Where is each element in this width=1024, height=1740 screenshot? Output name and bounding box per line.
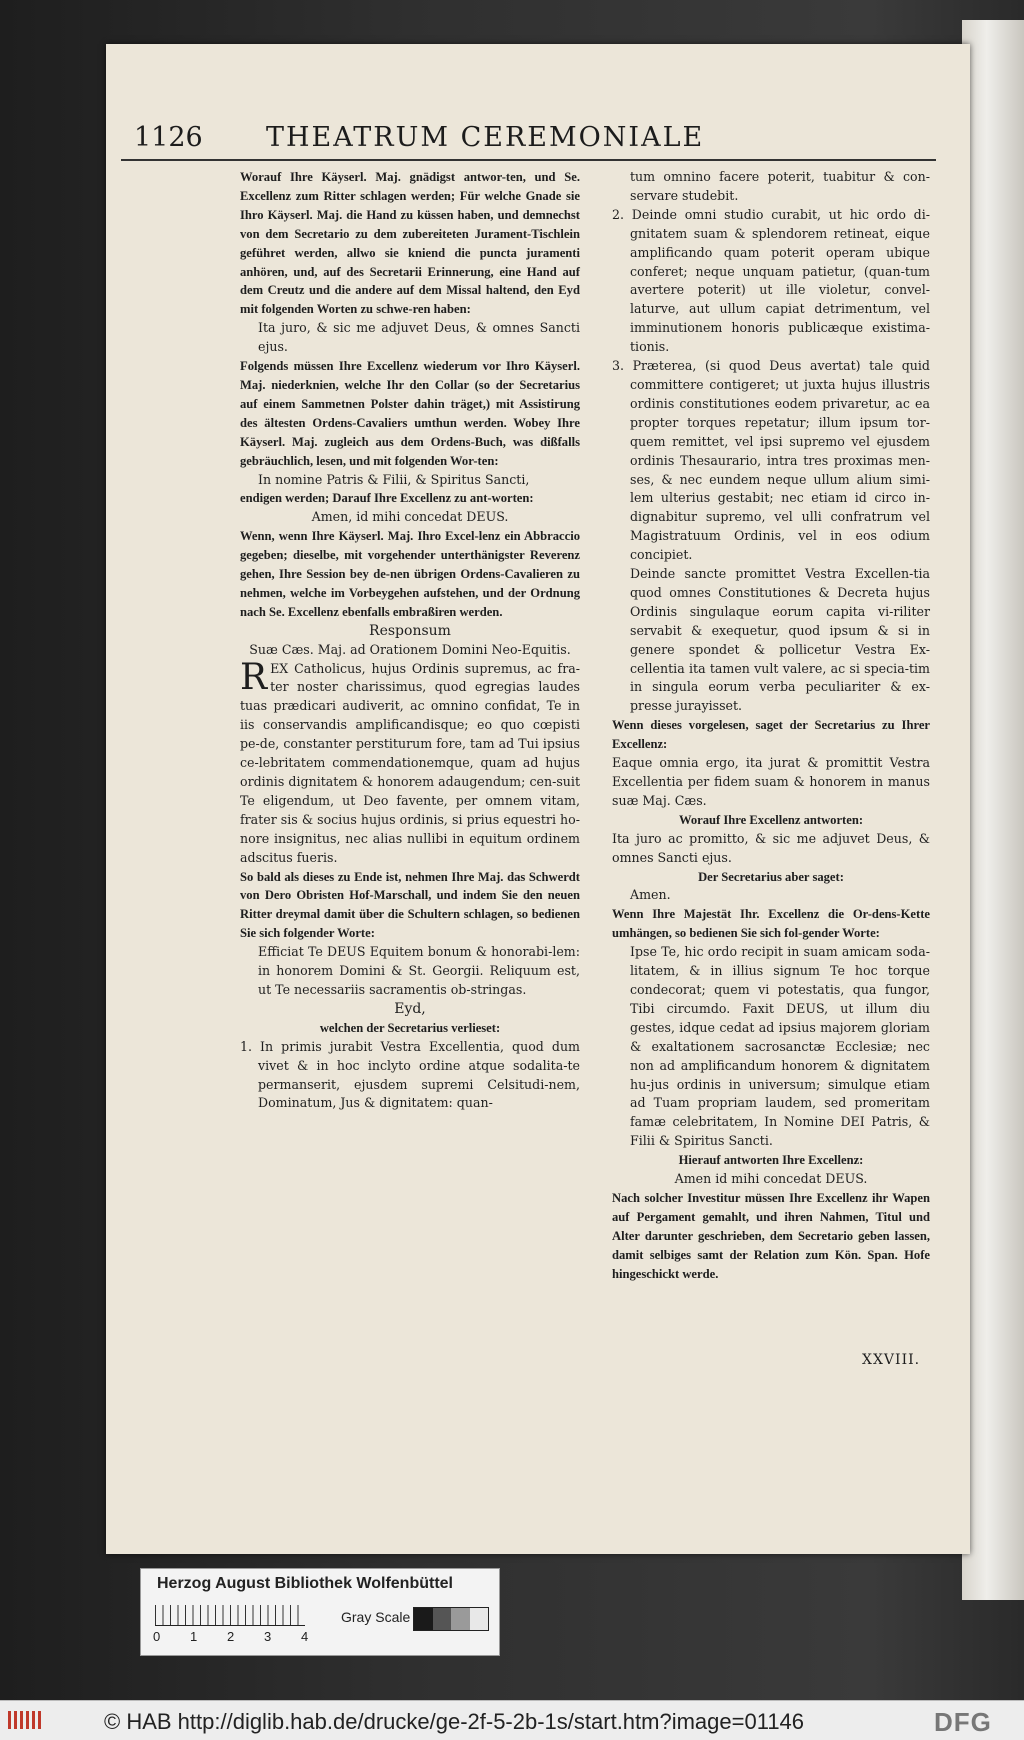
text-paragraph: Worauf Ihre Excellenz antworten: <box>678 812 864 827</box>
running-head <box>120 118 936 160</box>
text-paragraph: Wenn Ihre Majestät Ihr. Excellenz die Or-dens-Kette umhängen, so bedienen Sie sich fol-gender Worte: <box>612 907 930 941</box>
text-paragraph: Nach solcher Investitur müssen Ihre Excellenz ihr Wapen auf Pergament gemahlt, und ihren Nahmen, Titul und Alter darunter geschrieben, dem Secretario geben lassen, damit selbiges samt der Relation zum Kön. Span. Hofe hingeschickt werde. <box>612 1190 930 1281</box>
ruler-label: 1 <box>190 1629 198 1644</box>
scale-ruler <box>155 1605 305 1626</box>
text-paragraph: Ita juro ac promitto, & sic me adjuvet Deus, & omnes Sancti ejus. <box>612 830 930 865</box>
left-column <box>240 168 580 1113</box>
gray-swatch <box>451 1608 470 1630</box>
text-paragraph: Amen, id mihi concedat DEUS. <box>311 509 509 525</box>
text-paragraph: Wenn, wenn Ihre Käyserl. Maj. Ihro Excel-lenz ein Abbraccio gegeben; dieselbe, mit vorgehender unterthänigster Reverenz gehen, Ihre Session bey de-nen übrigen Ordens-Cavalieren zu nehmen, welche im Vorbeygehen aufstehen, und der Ordnung nach Se. Excellenz ebenfalls embraßiren werden. <box>240 529 580 619</box>
text-paragraph: Hierauf antworten Ihre Excellenz: <box>678 1153 864 1168</box>
text-paragraph: Worauf Ihre Käyserl. Maj. gnädigst antwor-ten, und Se. Excellenz zum Ritter schlagen werden; Für welche Gnade sie Ihro Käyserl. Maj. die Hand zu küssen haben, und demnechst von dem Secretario zu dem zubereiteten Jurament-Tischlein geführet werden, allwo sie kniend die puncta juramenti anhören, und, auf des Secretarii Erinnerung, eine Hand auf dem Creutz und die andere auf dem Missal haltend, den Eyd mit folgenden Worten zu schwe-ren haben: <box>240 170 580 317</box>
text-paragraph: tum omnino facere poterit, tuabitur & con-servare studebit. <box>630 169 930 203</box>
text-paragraph: Wenn dieses vorgelesen, saget der Secretarius zu Ihrer Excellenz: <box>612 718 930 752</box>
library-name: Herzog August Bibliothek Wolfenbüttel <box>157 1575 453 1592</box>
text-paragraph: Der Secretarius aber saget: <box>698 869 844 884</box>
text-paragraph: Responsum <box>369 622 451 639</box>
text-paragraph: Efficiat Te DEUS Equitem bonum & honorabi-lem: in honorem Domini & St. Georgii. Reliquum est, ut Te necessariis sacramentis ob-stringas. <box>258 944 580 997</box>
text-paragraph: Amen. <box>630 887 671 903</box>
footer-bar <box>0 1700 1024 1740</box>
text-paragraph: 2. Deinde omni studio curabit, ut hic ordo di-gnitatem suam & splendorem retineat, eique amplificando quam poterit operam ubique conferet; neque unquam patietur, (quan-tum avertere poterit) ut ille violetur, convel-laturve, aut ullum capiat detrimentum, vel imminutionem honoris publicæque existima-tionis. <box>612 206 930 355</box>
adjacent-pages-edge <box>962 20 1024 1600</box>
running-title: THEATRUM CEREMONIALE <box>266 122 705 153</box>
text-paragraph <box>240 656 580 868</box>
text-paragraph: So bald als dieses zu Ende ist, nehmen Ihre Maj. das Schwerdt von Dero Obristen Hof-Marschall, und indem Sie den neuen Ritter dreymal damit über die Schultern schlagen, so bedienen Sie sich folgender Worte: <box>240 869 580 941</box>
ruler-label: 0 <box>153 1629 161 1644</box>
text-paragraph: Eyd, <box>394 1000 426 1017</box>
gray-scale-label: Gray Scale <box>341 1609 411 1625</box>
text-paragraph: In nomine Patris & Filii, & Spiritus Sancti, <box>258 471 530 487</box>
gray-swatch <box>414 1608 433 1630</box>
text-paragraph: Amen id mihi concedat DEUS. <box>674 1171 868 1187</box>
source-url[interactable]: © HAB http://diglib.hab.de/drucke/ge-2f-5-2b-1s/start.htm?image=01146 <box>104 1709 805 1734</box>
text-paragraph: welchen der Secretarius verlieset: <box>319 1020 501 1035</box>
text-paragraph: 3. Præterea, (si quod Deus avertat) tale quid committere contigeret; ut juxta hujus illustris ordinis constitutiones eodem privaretur, ac ea propter torques repetatur; illum ipsum tor-quem remittet, vel ipsi supremo vel ejusdem ordinis Thesaurario, intra tres proximas men-ses, & nec eundem neque ullum alium simi-lem ulterius gestabit; nec etiam id circo in-dignabitur supremo, vel ulli confratrum vel Magistratuum Ordinis, vel in eos odium concipiet. <box>612 358 930 563</box>
text-paragraph: Eaque omnia ergo, ita jurat & promittit Vestra Excellentia per fidem suam & honorem in manus suæ Maj. Cæs. <box>612 755 930 808</box>
ruler-label: 4 <box>301 1629 309 1644</box>
catchword: XXVIII. <box>862 1352 921 1368</box>
ruler-labels <box>153 1629 323 1647</box>
text-paragraph: Folgends müssen Ihre Excellenz wiederum vor Ihro Käyserl. Maj. niederknien, welche Ihr den Collar (so der Secretarius auf einem Sammetnen Polster dahin träget,) mit Assistirung des ältesten Ordens-Cavaliers umthun werden. Wobey Ihre Käyserl. Maj. zugleich aus dem Ordens-Buch, was dißfalls gebräuchlich, lesen, und mit folgenden Wor-ten: <box>240 359 580 468</box>
text-paragraph: Deinde sancte promittet Vestra Excellen-tia quod omnes Constitutiones & Decreta hujus Ordinis singulaque eorum capita vi-riliter servabit & exequetur, quod ipsum & si in genere spondet & pollicetur Vestra Ex-cellentia ita tamen vult valere, ac si specia-tim in singula eorum verba peculiariter & ex-presse jurayisset. <box>630 566 930 714</box>
text-paragraph: Ipse Te, hic ordo recipit in suam amicam soda-litatem, & in illius signum Te hoc torque condecorat; quem vi potestatis, qua fungor, Tibi circumdo. Faxit DEUS, ut illum diu gestes, idque cedat ad ipsius majorem gloriam & exaltationem sacrosanctæ Ecclesiæ; nec non ad amplificandum honorem & dignitatem hu-jus ordinis in universum; simulque etiam ad Tuam propriam laudem, sed promeritam famæ celebritatem, In Nomine DEI Patris, & Filii & Spiritus Sancti. <box>630 944 930 1149</box>
header-rule <box>121 159 936 161</box>
gray-scale-swatches <box>413 1607 489 1631</box>
paragraph-text: EX Catholicus, hujus Ordinis supremus, ac fra-ter noster charissimus, quod egregias laudes tuas prædicari audiverit, ac omnino confidat, Te in iis conservandis amplificandisque; eo quo cœpisti pe-de, constanter perstiturum fore, tam ad Tui ipsius ce-lebritatem commendationemque, quam ad hujus ordinis dignitatem & honorem adaugendum; cen-suit Te eligendum, ut Deo favente, per omnem vitam, frater sis & socius hujus ordinis, si prius equestri ho-nore insignitus, nec alias nullibi in equitum ordinem adscitus fueris. <box>240 660 580 865</box>
hab-logo-icon <box>6 1708 46 1732</box>
page-number: 1126 <box>134 122 203 153</box>
gray-swatch <box>433 1608 452 1630</box>
ruler-label: 2 <box>227 1629 235 1644</box>
right-column <box>612 168 930 1283</box>
text-paragraph: endigen werden; Darauf Ihre Excellenz zu ant-worten: <box>240 491 534 506</box>
color-reference-card <box>140 1568 500 1656</box>
gray-swatch <box>470 1608 489 1630</box>
ruler-ticks <box>155 1605 305 1625</box>
text-paragraph: Suæ Cæs. Maj. ad Orationem Domini Neo-Equitis. <box>249 641 571 657</box>
text-paragraph: 1. In primis jurabit Vestra Excellentia, quod dum vivet & in hoc inclyto ordine atque sodalita-te permanserit, ejusdem supremi Celsitudi-nem, Dominatum, Jus & dignitatem: quan- <box>240 1038 580 1111</box>
text-paragraph: Ita juro, & sic me adjuvet Deus, & omnes Sancti ejus. <box>258 320 580 355</box>
ruler-label: 3 <box>264 1629 272 1644</box>
drop-cap: R <box>240 656 268 698</box>
dfg-logo: DFG <box>934 1707 992 1737</box>
